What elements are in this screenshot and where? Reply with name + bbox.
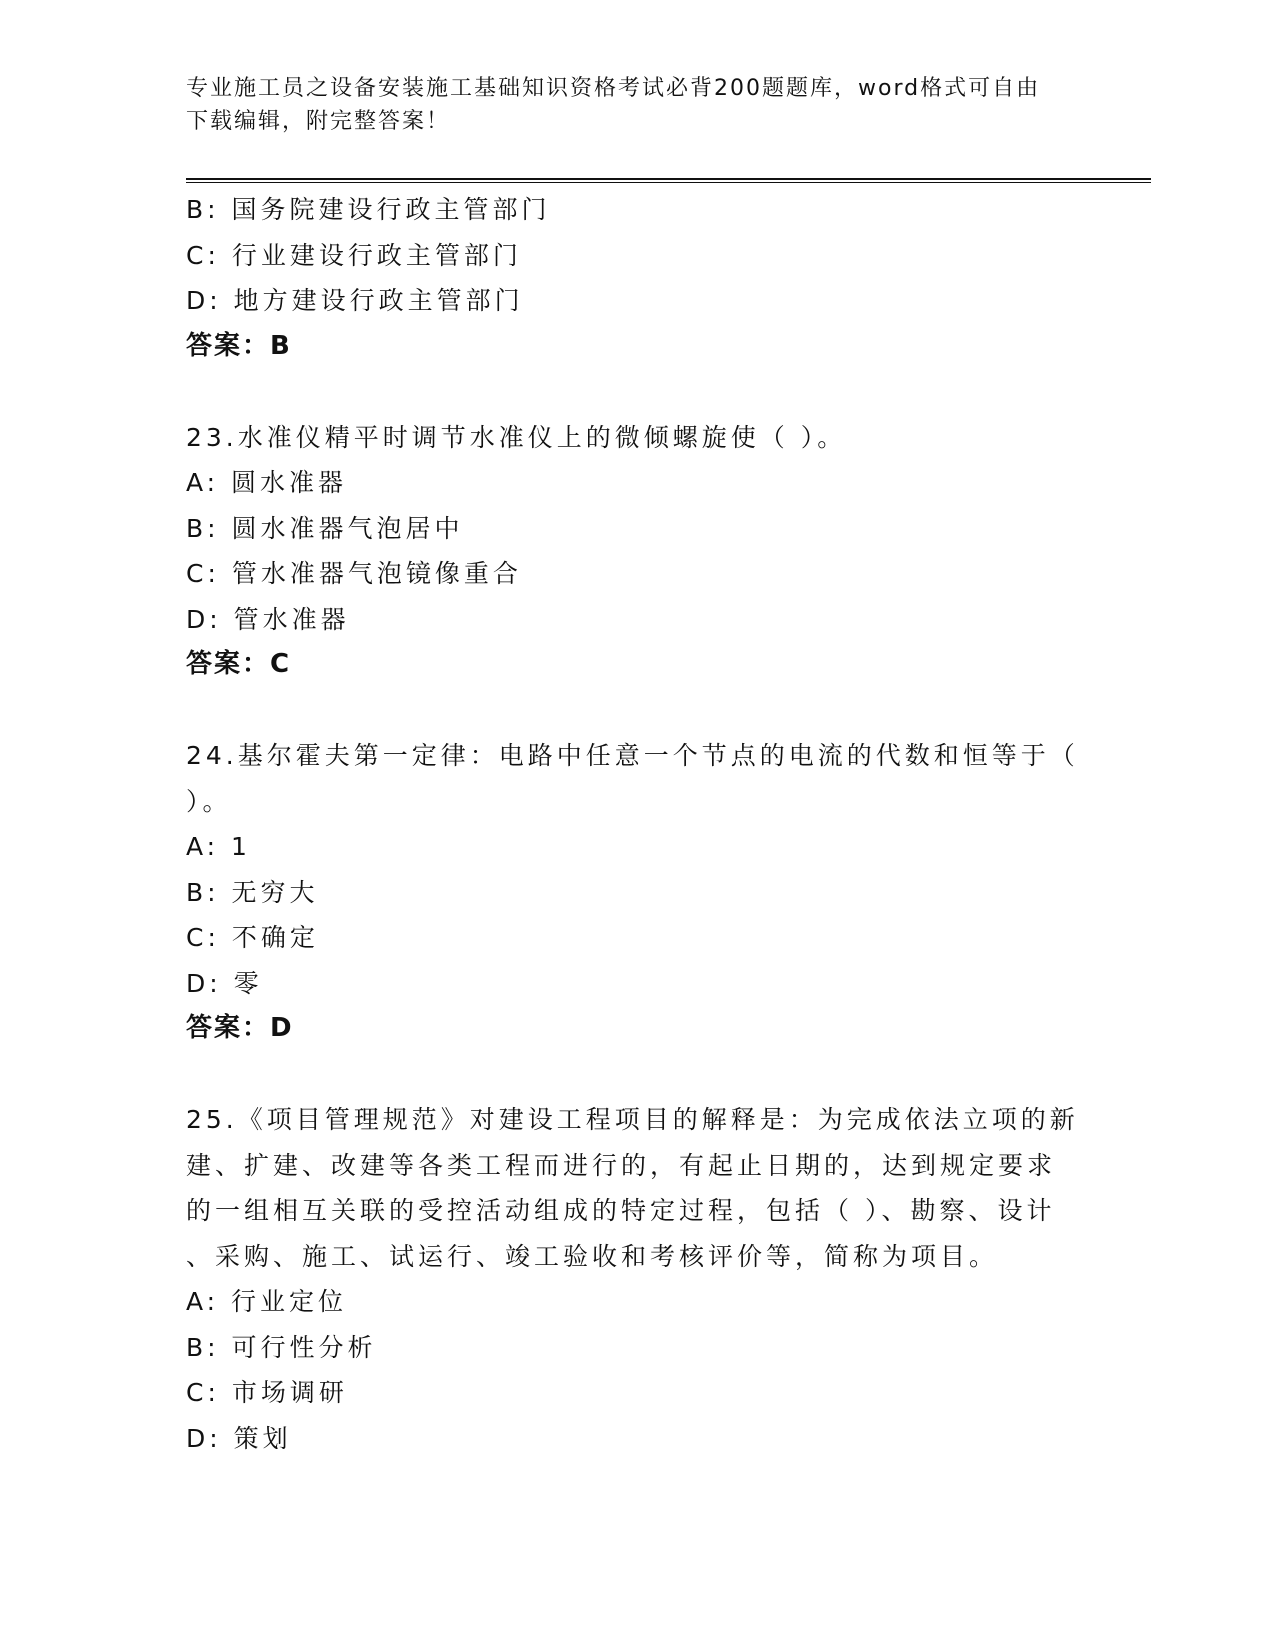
answer-label: 答案：D	[186, 1013, 294, 1043]
option-c: C: 管水准器气泡镜像重合	[186, 559, 522, 588]
header-divider-thin	[186, 182, 1151, 183]
option-d: D: 零	[186, 968, 263, 998]
question-stem: 23.水准仪精平时调节水准仪上的微倾螺旋使（ ）。	[186, 422, 847, 452]
question-25	[186, 1097, 1086, 1461]
option-d: D: 策划	[186, 1423, 292, 1453]
question-spacer	[186, 688, 1086, 734]
option-b: B: 可行性分析	[186, 1332, 377, 1362]
question-spacer	[186, 1052, 1086, 1098]
question-22-tail	[186, 187, 1086, 369]
option-a: A: 圆水准器	[186, 468, 348, 497]
question-spacer	[186, 369, 1086, 415]
question-stem-line-4: 、采购、施工、试运行、竣工验收和考核评价等，简称为项目。	[186, 1241, 999, 1271]
question-23	[186, 415, 1086, 688]
header-title-line-1: 专业施工员之设备安装施工基础知识资格考试必背200题题库，word格式可自由	[186, 76, 1041, 101]
question-24	[186, 733, 1086, 1052]
question-stem-line-1: 24.基尔霍夫第一定律：电路中任意一个节点的电流的代数和恒等于（	[186, 741, 1079, 770]
answer-label: 答案：C	[186, 649, 292, 679]
question-stem-line-1: 25.《项目管理规范》对建设工程项目的解释是：为完成依法立项的新	[186, 1105, 1079, 1134]
option-b: B: 无穷大	[186, 877, 319, 907]
option-a: A: 1	[186, 832, 251, 861]
option-a: A: 行业定位	[186, 1287, 348, 1316]
option-b: B: 国务院建设行政主管部门	[186, 195, 551, 224]
option-d: D: 管水准器	[186, 604, 350, 634]
document-header	[186, 72, 1066, 138]
option-c: C: 市场调研	[186, 1378, 348, 1407]
header-title-line-2: 下载编辑，附完整答案！	[186, 109, 451, 134]
header-divider	[186, 178, 1151, 180]
question-list	[186, 187, 1086, 1461]
option-b: B: 圆水准器气泡居中	[186, 513, 464, 543]
question-stem-line-2: 建、扩建、改建等各类工程而进行的，有起止日期的，达到规定要求	[186, 1150, 1057, 1180]
option-d: D: 地方建设行政主管部门	[186, 286, 524, 315]
question-stem-line-3: 的一组相互关联的受控活动组成的特定过程，包括（ ）、勘察、设计	[186, 1196, 1056, 1225]
option-c: C: 行业建设行政主管部门	[186, 240, 522, 270]
answer-label: 答案：B	[186, 330, 292, 361]
question-stem-line-2: ）。	[186, 786, 232, 816]
option-c: C: 不确定	[186, 923, 319, 952]
